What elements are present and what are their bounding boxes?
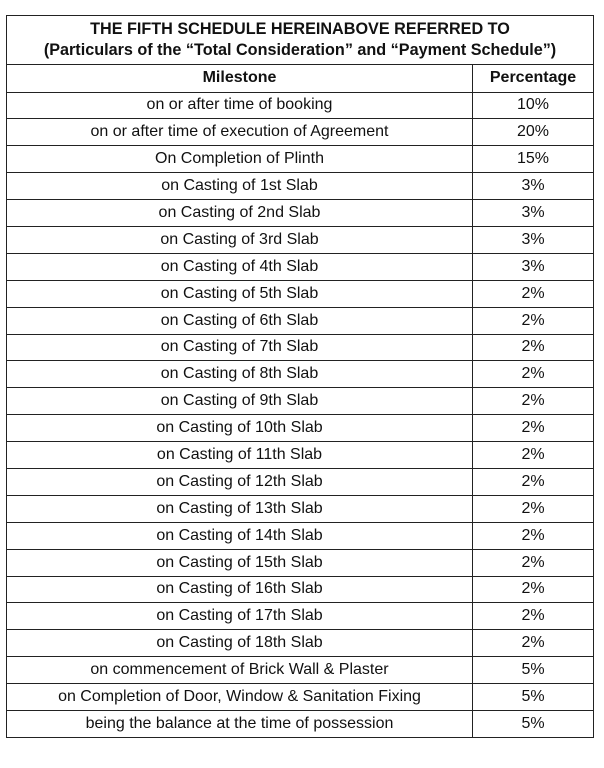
percentage-cell: 15% xyxy=(473,146,594,173)
milestone-cell: on Casting of 9th Slab xyxy=(7,388,473,415)
title-row xyxy=(7,16,594,65)
table-row xyxy=(7,657,594,684)
milestone-cell: On Completion of Plinth xyxy=(7,146,473,173)
schedule-body xyxy=(7,16,594,738)
milestone-cell: on Casting of 7th Slab xyxy=(7,334,473,361)
percentage-cell: 2% xyxy=(473,361,594,388)
milestone-cell: on Casting of 17th Slab xyxy=(7,603,473,630)
milestone-cell: on Casting of 2nd Slab xyxy=(7,200,473,227)
table-row xyxy=(7,280,594,307)
table-row xyxy=(7,307,594,334)
percentage-cell: 20% xyxy=(473,119,594,146)
milestone-cell: on Casting of 3rd Slab xyxy=(7,226,473,253)
table-row xyxy=(7,415,594,442)
table-row xyxy=(7,92,594,119)
table-row xyxy=(7,576,594,603)
schedule-title xyxy=(7,16,594,65)
percentage-cell: 2% xyxy=(473,415,594,442)
table-row xyxy=(7,119,594,146)
table-row xyxy=(7,630,594,657)
table-row xyxy=(7,361,594,388)
milestone-cell: on Casting of 1st Slab xyxy=(7,173,473,200)
header-row xyxy=(7,65,594,93)
milestone-cell: on Casting of 16th Slab xyxy=(7,576,473,603)
percentage-cell: 2% xyxy=(473,442,594,469)
table-row xyxy=(7,710,594,737)
percentage-cell: 2% xyxy=(473,576,594,603)
milestone-cell: on Casting of 11th Slab xyxy=(7,442,473,469)
table-row xyxy=(7,442,594,469)
milestone-cell: on Casting of 14th Slab xyxy=(7,522,473,549)
table-row xyxy=(7,200,594,227)
percentage-cell: 10% xyxy=(473,92,594,119)
table-row xyxy=(7,146,594,173)
milestone-cell: on Casting of 6th Slab xyxy=(7,307,473,334)
percentage-cell: 2% xyxy=(473,630,594,657)
milestone-cell: on Casting of 5th Slab xyxy=(7,280,473,307)
table-row xyxy=(7,226,594,253)
milestone-cell: on Casting of 8th Slab xyxy=(7,361,473,388)
table-row xyxy=(7,495,594,522)
table-row xyxy=(7,388,594,415)
milestone-cell: on Completion of Door, Window & Sanitation Fixing xyxy=(7,684,473,711)
table-row xyxy=(7,173,594,200)
milestone-cell: on or after time of booking xyxy=(7,92,473,119)
percentage-cell: 2% xyxy=(473,522,594,549)
percentage-cell: 2% xyxy=(473,495,594,522)
milestone-cell: being the balance at the time of possession xyxy=(7,710,473,737)
percentage-cell: 2% xyxy=(473,388,594,415)
percentage-cell: 5% xyxy=(473,657,594,684)
schedule-title-line-2: (Particulars of the “Total Consideration” and “Payment Schedule”) xyxy=(43,41,557,59)
percentage-cell: 5% xyxy=(473,710,594,737)
milestone-cell: on Casting of 15th Slab xyxy=(7,549,473,576)
milestone-cell: on Casting of 18th Slab xyxy=(7,630,473,657)
table-row xyxy=(7,522,594,549)
milestone-cell: on Casting of 4th Slab xyxy=(7,253,473,280)
table-row xyxy=(7,468,594,495)
milestone-cell: on or after time of execution of Agreement xyxy=(7,119,473,146)
percentage-cell: 2% xyxy=(473,280,594,307)
percentage-cell: 2% xyxy=(473,603,594,630)
table-row xyxy=(7,684,594,711)
milestone-cell: on commencement of Brick Wall & Plaster xyxy=(7,657,473,684)
milestone-cell: on Casting of 12th Slab xyxy=(7,468,473,495)
percentage-cell: 2% xyxy=(473,307,594,334)
column-header-percentage: Percentage xyxy=(473,65,594,93)
percentage-cell: 2% xyxy=(473,334,594,361)
percentage-cell: 3% xyxy=(473,173,594,200)
percentage-cell: 3% xyxy=(473,200,594,227)
column-header-milestone: Milestone xyxy=(7,65,473,93)
table-row xyxy=(7,603,594,630)
table-row xyxy=(7,549,594,576)
table-row xyxy=(7,334,594,361)
percentage-cell: 5% xyxy=(473,684,594,711)
table-row xyxy=(7,253,594,280)
milestone-cell: on Casting of 13th Slab xyxy=(7,495,473,522)
payment-schedule-table xyxy=(6,15,594,738)
percentage-cell: 2% xyxy=(473,468,594,495)
percentage-cell: 3% xyxy=(473,253,594,280)
milestone-cell: on Casting of 10th Slab xyxy=(7,415,473,442)
percentage-cell: 3% xyxy=(473,226,594,253)
percentage-cell: 2% xyxy=(473,549,594,576)
schedule-title-line-1: THE FIFTH SCHEDULE HEREINABOVE REFERRED TO xyxy=(90,20,510,38)
